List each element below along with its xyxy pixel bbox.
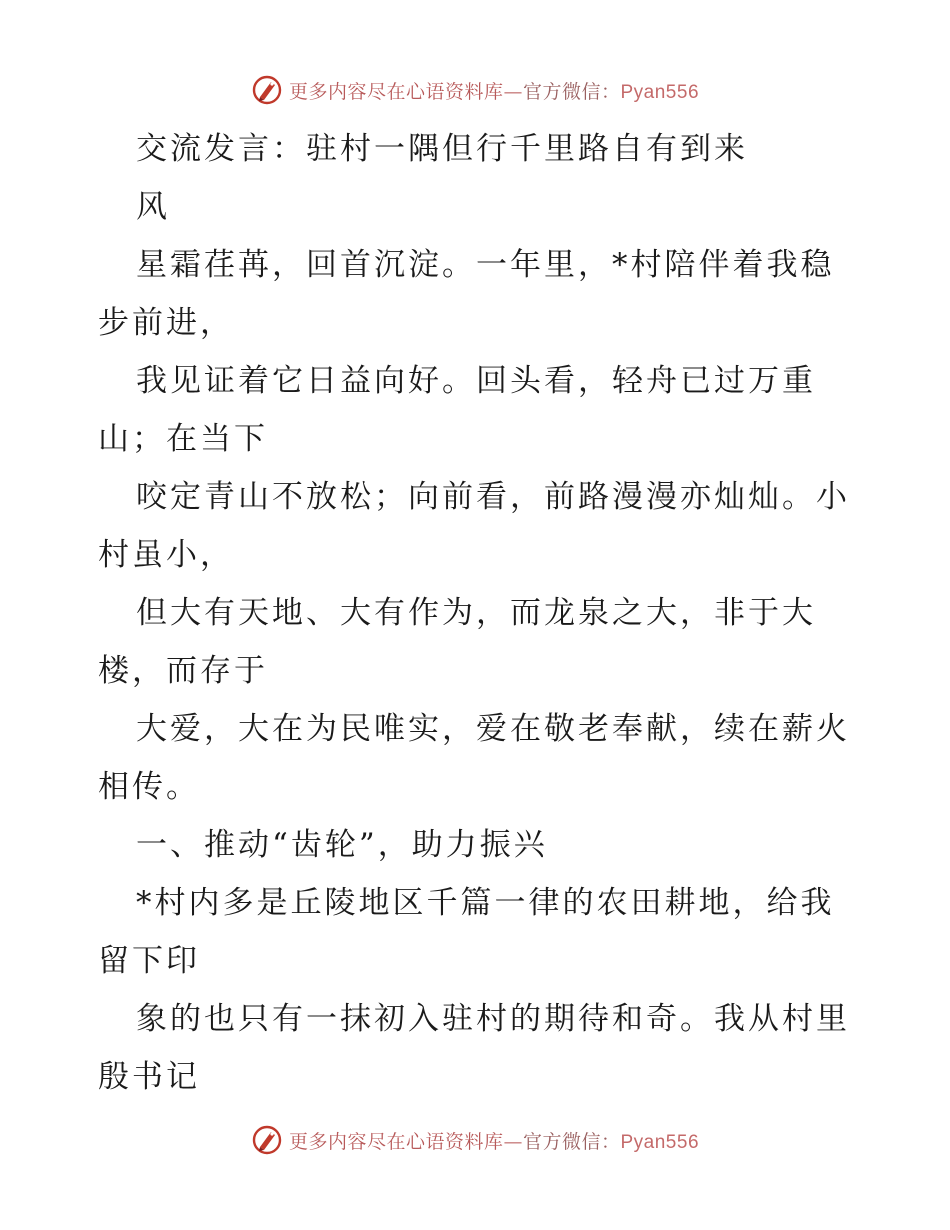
header-banner [0,70,950,110]
pen-logo-icon [251,74,283,106]
text-line: 村虽小， [98,537,234,573]
banner-wechat-label: 官方微信： [522,1130,621,1153]
text-line: 我见证着它日益向好。回头看，轻舟已过万重 [136,363,816,399]
text-line: 但大有天地、大有作为，而龙泉之大，非于大 [136,595,816,631]
text-line: 山；在当下 [98,421,268,457]
banner-dash: — [503,1130,523,1153]
text-line: 大爱，大在为民唯实，爱在敬老奉献，续在薪火 [136,711,850,747]
text-line: 星霜荏苒，回首沉淀。一年里，*村陪伴着我稳 [136,247,835,283]
banner-dash: — [503,80,523,103]
text-line: 交流发言：驻村一隅但行千里路自有到来 [136,131,748,167]
text-line: 象的也只有一抹初入驻村的期待和奇。我从村里 [136,1001,850,1037]
banner-wechat-id: Pyan556 [620,1131,700,1153]
pen-logo-icon [251,1124,283,1156]
text-line: 殷书记 [98,1059,200,1095]
text-line: 相传。 [98,769,200,805]
section-heading: 一、推动“齿轮”，助力振兴 [136,827,548,863]
banner-wechat-label: 官方微信： [522,80,621,103]
footer-banner [0,1120,950,1160]
text-line: 留下印 [98,943,200,979]
text-line: 步前进， [98,305,234,341]
banner-main-text: 更多内容尽在心语资料库 [288,80,504,103]
body-text [98,120,858,1106]
text-line: *村内多是丘陵地区千篇一律的农田耕地，给我 [136,885,835,921]
banner-main-text: 更多内容尽在心语资料库 [288,1130,504,1153]
text-line: 风 [136,189,170,225]
text-line: 楼，而存于 [98,653,268,689]
text-line: 咬定青山不放松；向前看，前路漫漫亦灿灿。小 [136,479,850,515]
banner-wechat-id: Pyan556 [620,81,700,103]
